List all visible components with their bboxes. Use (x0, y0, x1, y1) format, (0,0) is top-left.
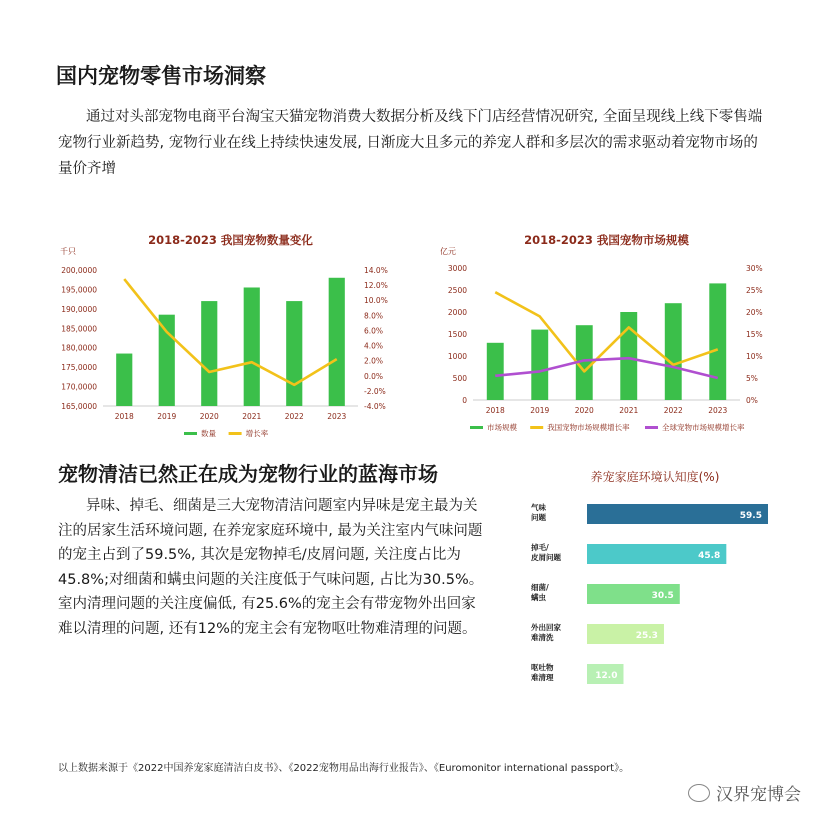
page-title: 国内宠物零售市场洞察 (56, 64, 266, 88)
y-tick-label: 500 (452, 374, 467, 383)
y-tick-label: 165,0000 (61, 402, 97, 411)
y2-tick-label: 15% (746, 330, 763, 339)
chart-title: 2018-2023 我国宠物市场规模 (524, 233, 689, 247)
section-title: 宠物清洁已然正在成为宠物行业的蓝海市场 (58, 462, 438, 486)
x-tick-label: 2022 (663, 406, 683, 415)
wechat-icon (688, 784, 710, 802)
legend-label: 我国宠物市场规模增长率 (547, 423, 630, 432)
data-label: 12.0 (595, 671, 618, 681)
x-tick-label: 2023 (708, 406, 728, 415)
bar (329, 278, 345, 406)
series-line (124, 279, 337, 385)
source-note: 以上数据来源于《2022中国养宠家庭清洁白皮书》、《2022宠物用品出海行业报告》、《Euromonitor international passport》。 (58, 763, 630, 774)
y2-tick-label: 10% (746, 352, 763, 361)
x-tick-label: 2021 (242, 412, 262, 421)
bar (487, 343, 504, 400)
x-tick-label: 2018 (114, 412, 134, 421)
category-label: 细菌/ (531, 583, 549, 592)
data-label: 59.5 (739, 511, 762, 521)
y2-tick-label: 2.0% (364, 356, 384, 366)
legend-label: 市场规模 (487, 423, 517, 432)
y2-tick-label: 30% (746, 264, 763, 273)
bar (159, 315, 175, 406)
category-label: 皮屑问题 (531, 553, 561, 562)
y-tick-label: 170,0000 (61, 382, 97, 392)
brand-watermark (688, 780, 801, 805)
category-label: 难清理 (531, 673, 554, 682)
y2-tick-label: 0.0% (364, 371, 384, 381)
y-tick-label: 200,0000 (61, 266, 97, 275)
pet-count-chart (58, 228, 398, 443)
intro-paragraph: 通过对头部宠物电商平台淘宝天猫宠物消费大数据分析及线下门店经营情况研究, 全面呈现线上线下零售端宠物行业新趋势, 宠物行业在线上持续快速发展, 日渐庞大且多元的养宠人群和多层次的需求驱动着宠物市场的量价齐增 (58, 109, 763, 177)
category-label: 问题 (531, 513, 546, 522)
legend-label: 全球宠物市场规模增长率 (662, 423, 745, 432)
category-label: 气味 (531, 503, 546, 512)
chart-title: 养宠家庭环境认知度(%) (590, 470, 720, 484)
y2-tick-label: -2.0% (364, 386, 386, 396)
y2-tick-label: 4.0% (364, 341, 384, 351)
bar (244, 287, 260, 406)
legend-label: 数量 (201, 429, 216, 438)
y-tick-label: 0 (462, 396, 467, 405)
category-label: 螨虫 (531, 593, 546, 602)
x-tick-label: 2019 (157, 412, 177, 421)
y2-tick-label: 25% (746, 286, 763, 295)
chart-title: 2018-2023 我国宠物数量变化 (148, 233, 313, 247)
x-tick-label: 2023 (327, 412, 347, 421)
legend-swatch (530, 426, 543, 429)
y2-tick-label: 5% (746, 374, 758, 383)
x-tick-label: 2022 (284, 412, 304, 421)
bar (620, 312, 637, 400)
y-tick-label: 1000 (447, 352, 467, 361)
bar (709, 283, 726, 400)
y2-tick-label: 14.0% (364, 266, 388, 275)
data-label: 45.8 (698, 551, 721, 561)
y2-tick-label: 10.0% (364, 296, 388, 306)
bar (201, 301, 217, 406)
category-label: 呕吐物 (531, 663, 554, 672)
x-tick-label: 2018 (485, 406, 505, 415)
legend-swatch (184, 432, 197, 435)
data-label: 30.5 (651, 591, 674, 601)
brand-name: 汉界宠博会 (716, 785, 801, 805)
x-tick-label: 2021 (619, 406, 639, 415)
x-tick-label: 2020 (574, 406, 594, 415)
legend-label: 增长率 (245, 429, 269, 438)
bar (286, 301, 302, 406)
y-tick-label: 185,0000 (61, 324, 97, 334)
y2-tick-label: 20% (746, 308, 763, 317)
y2-tick-label: -4.0% (364, 402, 386, 411)
y2-tick-label: 8.0% (364, 311, 384, 321)
data-label: 25.3 (635, 631, 658, 641)
y-tick-label: 2000 (447, 308, 467, 317)
category-label: 掉毛/ (531, 543, 549, 552)
legend-swatch (645, 426, 658, 429)
x-tick-label: 2019 (530, 406, 550, 415)
y-tick-label: 1500 (447, 330, 467, 339)
awareness-chart (525, 463, 785, 688)
cleaning-paragraph: 异味、掉毛、细菌是三大宠物清洁问题室内异味是宠主最为关注的居家生活环境问题, 在养宠家庭环境中, 最为关注室内气味问题的宠主占到了59.5%, 其次是宠物掉毛/皮屑问题, 关注度占比为45.8%;对细菌和螨虫问题的关注度低于气味问题, 占比为30.5%。室内清理问题的关注度偏低, 有25.6%的宠主会有带宠物外出回家难以清理的问题, 还有12%的宠主会有宠物呕吐物难清理的问题。 (58, 498, 484, 637)
legend-swatch (470, 426, 483, 429)
y2-tick-label: 6.0% (364, 326, 384, 336)
bar (665, 303, 682, 400)
category-label: 外出回家 (531, 623, 561, 632)
bar (116, 354, 132, 406)
y-axis-unit: 千只 (60, 247, 76, 256)
category-label: 难清洗 (531, 633, 554, 642)
market-size-chart (440, 228, 775, 443)
legend-swatch (229, 432, 242, 435)
y-tick-label: 2500 (447, 286, 467, 295)
y2-tick-label: 0% (746, 396, 758, 405)
x-tick-label: 2020 (199, 412, 219, 421)
y-tick-label: 175,0000 (61, 363, 97, 373)
y-tick-label: 190,0000 (61, 304, 97, 314)
y2-tick-label: 12.0% (364, 281, 388, 291)
y-tick-label: 3000 (447, 264, 467, 273)
y-tick-label: 180,0000 (61, 343, 97, 353)
y-axis-unit: 亿元 (440, 247, 456, 256)
bar (531, 330, 548, 400)
y-tick-label: 195,0000 (61, 285, 97, 295)
